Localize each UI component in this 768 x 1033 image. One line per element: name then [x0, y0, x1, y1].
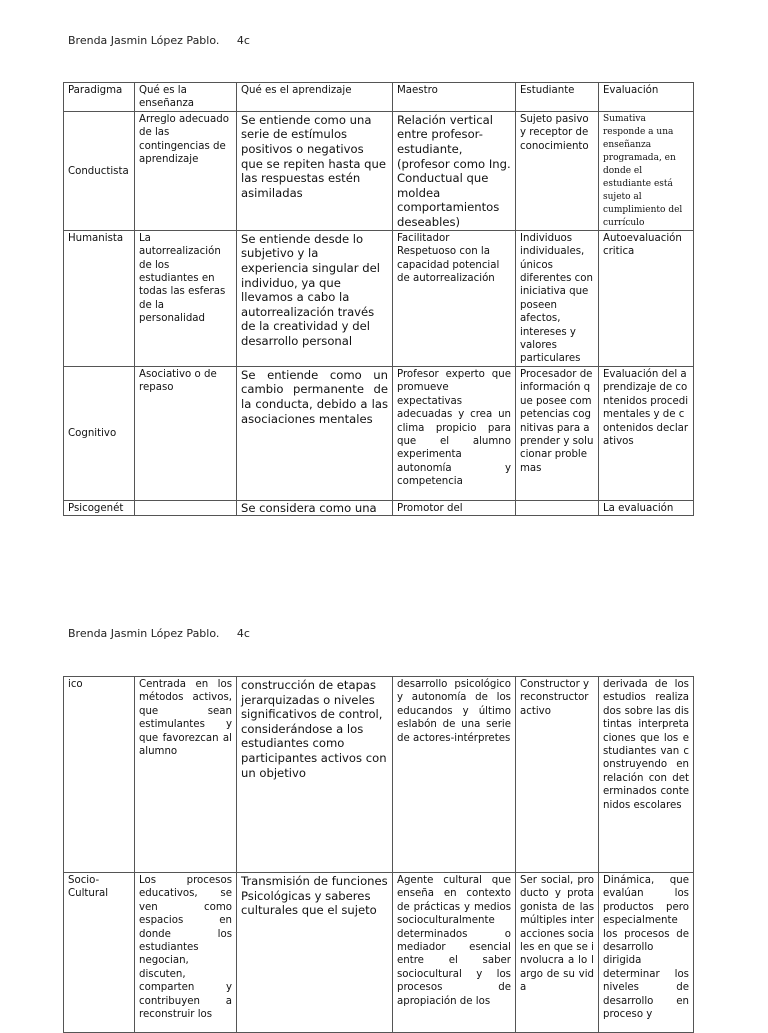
cell-aprendizaje: Se entiende como una serie de estímulos positivos o negativos que se repiten hasta que las respuestas estén asimiladas — [237, 111, 393, 230]
cell-estudiante: Sujeto pasivo y receptor de conocimiento — [516, 111, 599, 230]
cell-paradigma: ico — [64, 677, 135, 873]
cell-evaluacion: Evaluación del aprendizaje de contenidos procedimentales y de contenidos declarativos — [599, 366, 694, 500]
cell-ensenanza: Asociativo o de repaso — [135, 366, 237, 500]
cell-paradigma: Humanista — [64, 230, 135, 366]
cell-maestro: Agente cultural que enseña en contexto de prácticas y medios socioculturalmente determinados o mediador esencial entre el saber sociocultural y los procesos de apropiación de los — [393, 873, 516, 1033]
col-header-maestro: Maestro — [393, 83, 516, 112]
table-header-row — [64, 83, 694, 112]
page-header-2 — [68, 627, 250, 640]
cell-evaluacion: Dinámica, que evalúan los productos pero especialmente los procesos de desarrollo dirigida determinar los niveles de desarrollo en proceso y — [599, 873, 694, 1033]
col-header-ensenanza: Qué es la enseñanza — [135, 83, 237, 112]
cell-estudiante: Ser social, producto y protagonista de las múltiples interacciones sociales en que se involucra a lo largo de su vida — [516, 873, 599, 1033]
paradigm-table-page-2 — [63, 676, 694, 1033]
cell-maestro: Relación vertical entre profesor-estudiante, (profesor como Ing. Conductual que moldea comportamientos deseables) — [393, 111, 516, 230]
page-header-1 — [68, 34, 250, 47]
cell-paradigma: Cognitivo — [64, 366, 135, 500]
cell-aprendizaje: Se considera como una — [237, 500, 393, 515]
cell-evaluacion: Sumativa responde a una enseñanza programada, en donde el estudiante está sujeto al cumplimiento del currículo — [599, 111, 694, 230]
paradigm-table-page-1 — [63, 82, 694, 516]
cell-paradigma: Socio-Cultural — [64, 873, 135, 1033]
cell-aprendizaje: Se entiende como un cambio permanente de la conducta, debido a las asociaciones mentales — [237, 366, 393, 500]
author-name: Brenda Jasmin López Pablo. — [68, 34, 220, 47]
table-row — [64, 873, 694, 1033]
table-row — [64, 366, 694, 500]
cell-evaluacion: La evaluación — [599, 500, 694, 515]
table-row — [64, 500, 694, 515]
table-row — [64, 111, 694, 230]
group-label: 4c — [236, 627, 250, 640]
cell-ensenanza: Los procesos educativos, se ven como espacios en donde los estudiantes negocian, discuten, comparten y contribuyen a reconstruir los — [135, 873, 237, 1033]
col-header-estudiante: Estudiante — [516, 83, 599, 112]
cell-evaluacion: Autoevaluación critica — [599, 230, 694, 366]
cell-ensenanza: La autorrealización de los estudiantes en todas las esferas de la personalidad — [135, 230, 237, 366]
cell-evaluacion: derivada de los estudios realizados sobre las distintas interpretaciones que los estudiantes van construyendo en relación con determinados contenidos escolares — [599, 677, 694, 873]
cell-ensenanza — [135, 500, 237, 515]
cell-aprendizaje: Transmisión de funciones Psicológicas y saberes culturales que el sujeto — [237, 873, 393, 1033]
col-header-evaluacion: Evaluación — [599, 83, 694, 112]
cell-estudiante: Individuos individuales, únicos diferentes con iniciativa que poseen afectos, intereses y valores particulares — [516, 230, 599, 366]
table-row — [64, 677, 694, 873]
group-label: 4c — [236, 34, 250, 47]
cell-aprendizaje: construcción de etapas jerarquizadas o niveles significativos de control, considerándose a los estudiantes como participantes activos con un objetivo — [237, 677, 393, 873]
cell-aprendizaje: Se entiende desde lo subjetivo y la experiencia singular del individuo, ya que llevamos a cabo la autorrealización través de la creatividad y del desarrollo personal — [237, 230, 393, 366]
cell-maestro: Promotor del — [393, 500, 516, 515]
cell-ensenanza: Centrada en los métodos activos, que sean estimulantes y que favorezcan al alumno — [135, 677, 237, 873]
col-header-aprendizaje: Qué es el aprendizaje — [237, 83, 393, 112]
cell-paradigma: Psicogenét — [64, 500, 135, 515]
cell-estudiante — [516, 500, 599, 515]
author-name: Brenda Jasmin López Pablo. — [68, 627, 220, 640]
cell-paradigma: Conductista — [64, 111, 135, 230]
cell-maestro: Profesor experto que promueve expectativas adecuadas y crea un clima propicio para que el alumno experimenta autonomía y competencia — [393, 366, 516, 500]
cell-estudiante: Procesador de información que posee competencias cognitivas para aprender y solucionar problemas — [516, 366, 599, 500]
cell-estudiante: Constructor y reconstructor activo — [516, 677, 599, 873]
col-header-paradigma: Paradigma — [64, 83, 135, 112]
cell-maestro: desarrollo psicológico y autonomía de los educandos y último eslabón de una serie de actores-intérpretes — [393, 677, 516, 873]
cell-ensenanza: Arreglo adecuado de las contingencias de aprendizaje — [135, 111, 237, 230]
cell-maestro: Facilitador Respetuoso con la capacidad potencial de autorrealización — [393, 230, 516, 366]
table-row — [64, 230, 694, 366]
